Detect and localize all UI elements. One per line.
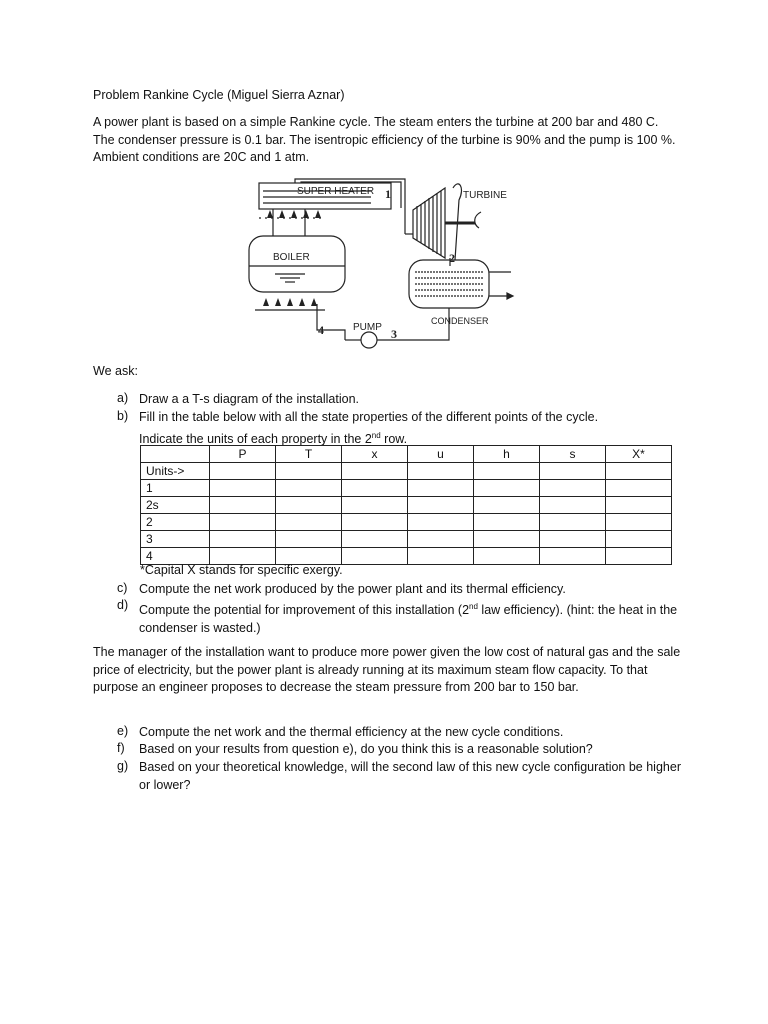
question-a-text: Draw a a T-s diagram of the installation.	[139, 392, 360, 406]
pump-label: PUMP	[353, 322, 382, 333]
question-c-label: c)	[117, 581, 128, 595]
question-e-text: Compute the net work and the thermal efficiency at the new cycle conditions.	[139, 725, 564, 739]
header-p: P	[210, 446, 276, 463]
point-1-label: 1	[385, 187, 391, 201]
header-h: h	[474, 446, 540, 463]
point-2-label: 2	[449, 251, 455, 265]
question-d-text: Compute the potential for improvement of this installation (2nd law efficiency). (hint: the heat in the condenser is wasted.)	[139, 602, 678, 635]
question-c-text: Compute the net work produced by the power plant and its thermal efficiency.	[139, 582, 566, 596]
header-x: x	[342, 446, 408, 463]
table-header-row	[141, 446, 672, 463]
boiler-label: BOILER	[273, 252, 310, 263]
question-e-label: e)	[117, 724, 129, 738]
scenario-paragraph: The manager of the installation want to produce more power given the low cost of natural gas and the sale price of electricity, but the power plant is already running at its maximum steam flow capacity. To that purpose an engineer proposes to decrease the steam pressure from 200 bar to 150 bar.	[93, 645, 681, 694]
state-properties-table	[140, 445, 672, 565]
question-b-line2: Indicate the units of each property in the 2nd row.	[139, 430, 408, 446]
header-t: T	[276, 446, 342, 463]
problem-statement: A power plant is based on a simple Rankine cycle. The steam enters the turbine at 200 bar and 480 C. The condenser pressure is 0.1 bar. The isentropic efficiency of the turbine is 90% and the pump is 100 %. Ambient conditions are 20C and 1 atm.	[93, 115, 676, 164]
table-row: Units->	[141, 463, 672, 480]
document-title: Problem Rankine Cycle (Miguel Sierra Aznar)	[93, 88, 345, 102]
table-footnote: *Capital X stands for specific exergy.	[140, 563, 343, 577]
header-exergy: X*	[606, 446, 672, 463]
we-ask-heading: We ask:	[93, 364, 138, 378]
question-b-text	[139, 409, 684, 448]
pump-circle	[361, 332, 377, 348]
point-3-label: 3	[391, 327, 397, 341]
question-b-line1: Fill in the table below with all the state properties of the different points of the cycle.	[139, 410, 599, 424]
point-4-label: 4	[318, 323, 324, 337]
question-f-label: f)	[117, 741, 125, 755]
table-row: 4	[141, 548, 672, 565]
table-row: 2s	[141, 497, 672, 514]
condenser-label: CONDENSER	[431, 316, 489, 326]
question-a-label: a)	[117, 391, 129, 405]
boiler-box	[249, 236, 345, 292]
table-row: 1	[141, 480, 672, 497]
table-row: 3	[141, 531, 672, 548]
question-b-label: b)	[117, 409, 129, 423]
question-g-label: g)	[117, 759, 129, 773]
superheater-label: SUPER HEATER	[297, 186, 375, 197]
question-g-text: Based on your theoretical knowledge, will the second law of this new cycle configuration be higher or lower?	[139, 760, 681, 792]
question-d-label: d)	[117, 598, 129, 612]
header-s: s	[540, 446, 606, 463]
table-row: 2	[141, 514, 672, 531]
header-u: u	[408, 446, 474, 463]
turbine-label: TURBINE	[463, 190, 507, 201]
question-f-text: Based on your results from question e), do you think this is a reasonable solution?	[139, 742, 593, 756]
rankine-cycle-diagram	[245, 178, 515, 350]
